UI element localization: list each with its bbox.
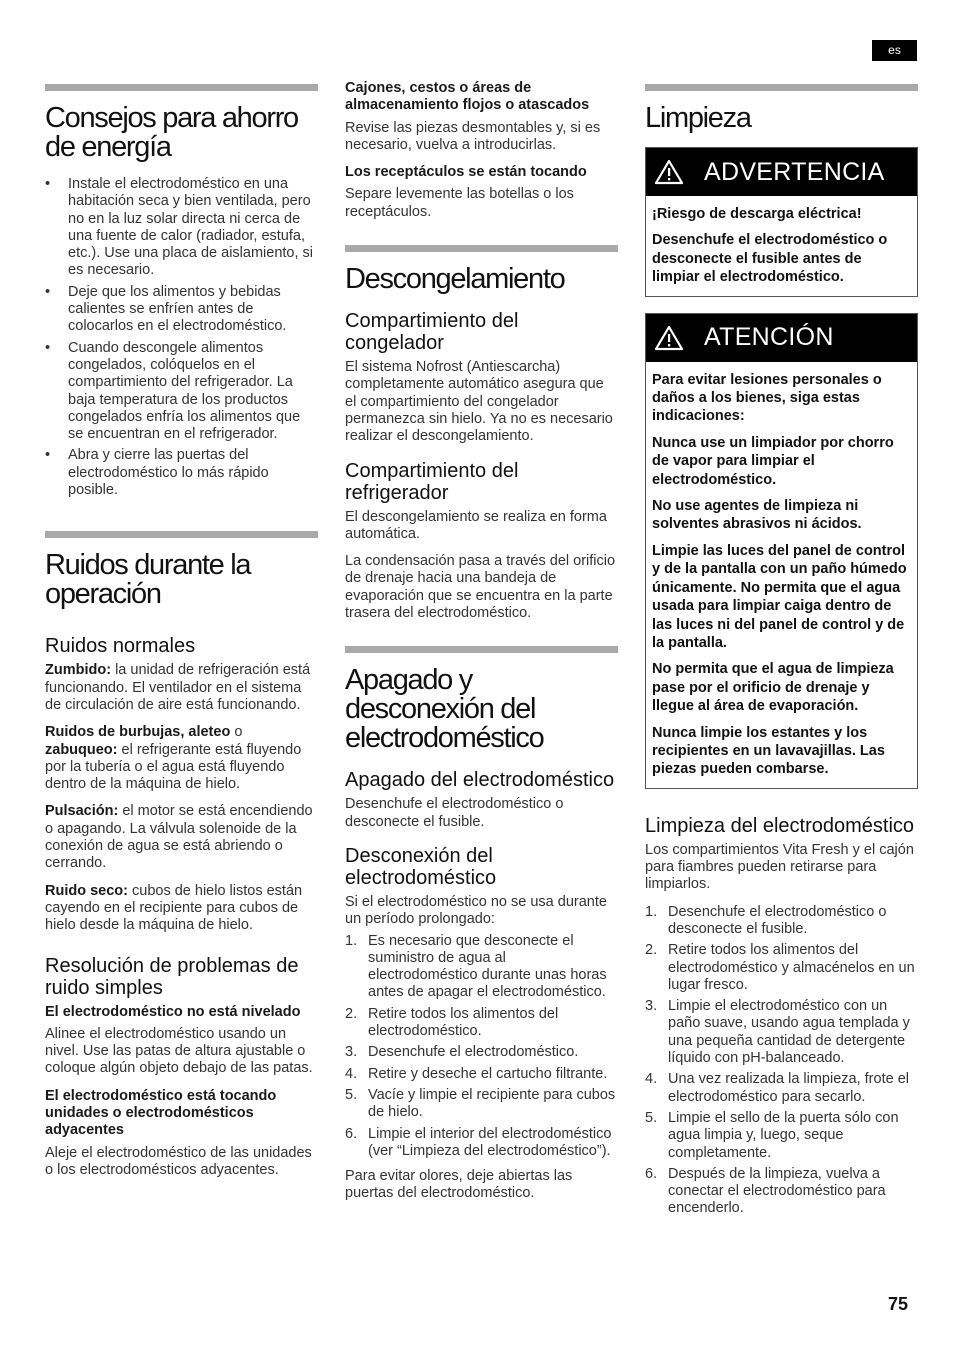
power-title: Apagado y desconexión del electrodoméstico [345,664,544,755]
trouble-text: Alinee el electrodoméstico usando un nivel. Use las patas de altura ajustable o coloque algún objeto debajo de las patas. [45,1025,313,1077]
page-number: 75 [887,1294,908,1314]
warning-header [646,148,917,196]
caution-line: Nunca limpie los estantes y los recipientes en un lavavajillas. Las piezas pueden combarse. [652,724,885,778]
caution-header [646,314,917,362]
section-rule [645,84,918,91]
list-item: 3. Desenchufe el electrodoméstico. [345,1044,579,1061]
noise-item: Pulsación: el motor se está encendiendo o apagando. La válvula solenoide de la conexión de agua se está abriendo o cerrando. [45,803,313,872]
trouble-text: Aleje el electrodoméstico de las unidades o los electrodomésticos adyacentes. [45,1144,312,1178]
bottles-heading: Los receptáculos se están tocando [345,164,587,181]
column-middle [345,80,618,1213]
list-item: 5. Limpie el sello de la puerta sólo con agua limpia y, luego, seque completamente. [645,1109,899,1161]
warning-label: ADVERTENCIA [704,157,885,186]
list-item: 2. Retire todos los alimentos del electrodoméstico. [345,1005,559,1040]
bottles-text: Separe levemente las botellas o los receptáculos. [345,186,574,220]
noise-title: Ruidos durante la operación [45,549,251,611]
noise-item: Ruidos de burbujas, aleteo o zabuqueo: el refrigerante está fluyendo por la tubería o el agua está fluyendo dentro de la máquina de hielo. [45,724,302,793]
list-item: 6. Después de la limpieza, vuelva a conectar el electrodoméstico para encenderlo. [645,1165,886,1217]
caution-line: Limpie las luces del panel de control y de la pantalla con un paño húmedo únicamente. No permita que el agua usada para limpiar caiga dentro de las luces ni del panel de control y de la pantalla. [652,542,907,651]
disconnect-title: Desconexión del electrodoméstico [345,844,497,889]
trouble-heading: El electrodoméstico no está nivelado [45,1003,301,1020]
clean-intro: Los compartimientos Vita Fresh y el cajón para fiambres pueden retirarse para limpiarlos. [645,841,914,893]
list-item: 1. Es necesario que desconecte el suministro de agua al electrodoméstico durante unas horas antes de apagar el electrodoméstico. [345,932,607,1001]
caution-line: Nunca use un limpiador por chorro de vapor para limpiar el electrodoméstico. [652,434,894,488]
caution-line: No use agentes de limpieza ni solventes abrasivos ni ácidos. [652,498,862,533]
list-item: 2. Retire todos los alimentos del electrodoméstico y almacénelos en un lugar fresco. [645,942,915,993]
power-off-title: Apagado del electrodoméstico [345,769,615,792]
list-item: • Deje que los alimentos y bebidas calientes se enfríen antes de colocarlos en el electrodoméstico. [45,284,318,336]
section-rule [345,245,618,252]
power-off-text: Desenchufe el electrodoméstico o desconecte el fusible. [345,796,564,830]
language-tag: es [872,40,917,61]
fridge-text: La condensación pasa a través del orificio de drenaje hacia una bandeja de evaporación que se encuentra en la parte trasera del electrodoméstico. [345,553,616,622]
caution-line: No permita que el agua de limpieza pase por el orificio de drenaje y llegue al área de evaporación. [652,661,894,715]
warning-box [645,147,918,297]
drawers-text: Revise las piezas desmontables y, si es necesario, vuelva a introducirlas. [345,119,601,153]
list-item: 6. Limpie el interior del electrodoméstico (ver “Limpieza del electrodoméstico”). [345,1125,612,1159]
disconnect-steps [345,933,618,1161]
section-rule [45,84,318,91]
warning-line: ¡Riesgo de descarga eléctrica! [652,206,862,222]
cleaning-title: Limpieza [645,102,751,134]
freezer-title: Compartimiento del congelador [345,310,519,355]
energy-tips-title: Consejos para ahorro de energía [45,102,298,163]
list-item: 4. Retire y deseche el cartucho filtrante. [345,1065,608,1082]
list-item: 5. Vacíe y limpie el recipiente para cubos de hielo. [345,1086,616,1121]
list-item: • Cuando descongele alimentos congelados, colóquelos en el compartimiento del refrigerador. La baja temperatura de los productos congelados enfría los alimentos que se encuentran en el refrigerador. [45,340,318,444]
list-item: 4. Una vez realizada la limpieza, frote el electrodoméstico para secarlo. [645,1071,909,1105]
list-item: • Instale el electrodoméstico en una habitación seca y bien ventilada, pero no en la luz solar directa ni cerca de una fuente de calor (radiador, estufa, etc.). Use una placa de aislamiento, si es necesario. [45,176,318,280]
defrost-title: Descongelamiento [345,263,565,296]
section-rule [345,646,618,653]
trouble-title: Resolución de problemas de ruido simples [45,954,299,999]
fridge-text: El descongelamiento se realiza en forma automática. [345,508,607,542]
warning-body [646,196,917,296]
caution-line: Para evitar lesiones personales o daños a los bienes, siga estas indicaciones: [652,371,882,425]
warning-triangle-icon [646,325,692,351]
normal-noises-title: Ruidos normales [45,635,196,658]
drawers-heading: Cajones, cestos o áreas de almacenamiento flojos o atascados [345,80,590,114]
fridge-title: Compartimiento del refrigerador [345,459,519,504]
disconnect-intro: Si el electrodoméstico no se usa durante un período prolongado: [345,893,607,928]
caution-box [645,313,918,789]
column-left [45,84,318,1189]
trouble-heading: El electrodoméstico está tocando unidades o electrodomésticos adyacentes [45,1087,277,1139]
list-item: 1. Desenchufe el electrodoméstico o desconecte el fusible. [645,903,887,937]
warning-triangle-icon [646,159,692,185]
caution-label: ATENCIÓN [704,323,834,352]
freezer-text: El sistema Nofrost (Antiescarcha) completamente automático asegura que el compartimiento del congelador permanezca sin hielo. Ya no es necesario realizar el descongelamiento. [345,359,613,445]
warning-line: Desenchufe el electrodoméstico o desconecte el fusible antes de limpiar el electrodoméstico. [652,232,888,286]
energy-tips-list [45,176,318,499]
disconnect-outro: Para evitar olores, deje abiertas las puertas del electrodoméstico. [345,1168,573,1202]
noise-item: Ruido seco: cubos de hielo listos están cayendo en el recipiente para cubos de hielo desde la máquina de hielo. [45,882,303,934]
list-item: 3. Limpie el electrodoméstico con un paño suave, usando agua templada y una pequeña cantidad de detergente líquido con pH-balanceado. [645,998,910,1067]
clean-appliance-title: Limpieza del electrodoméstico [645,814,915,837]
section-rule [45,531,318,538]
caution-body [646,362,917,788]
list-item: • Abra y cierre las puertas del electrodoméstico lo más rápido posible. [45,447,318,499]
column-right [645,84,918,1226]
clean-steps [645,904,918,1218]
noise-item: Zumbido: la unidad de refrigeración está funcionando. El ventilador en el sistema de circulación de aire está funcionando. [45,662,311,713]
